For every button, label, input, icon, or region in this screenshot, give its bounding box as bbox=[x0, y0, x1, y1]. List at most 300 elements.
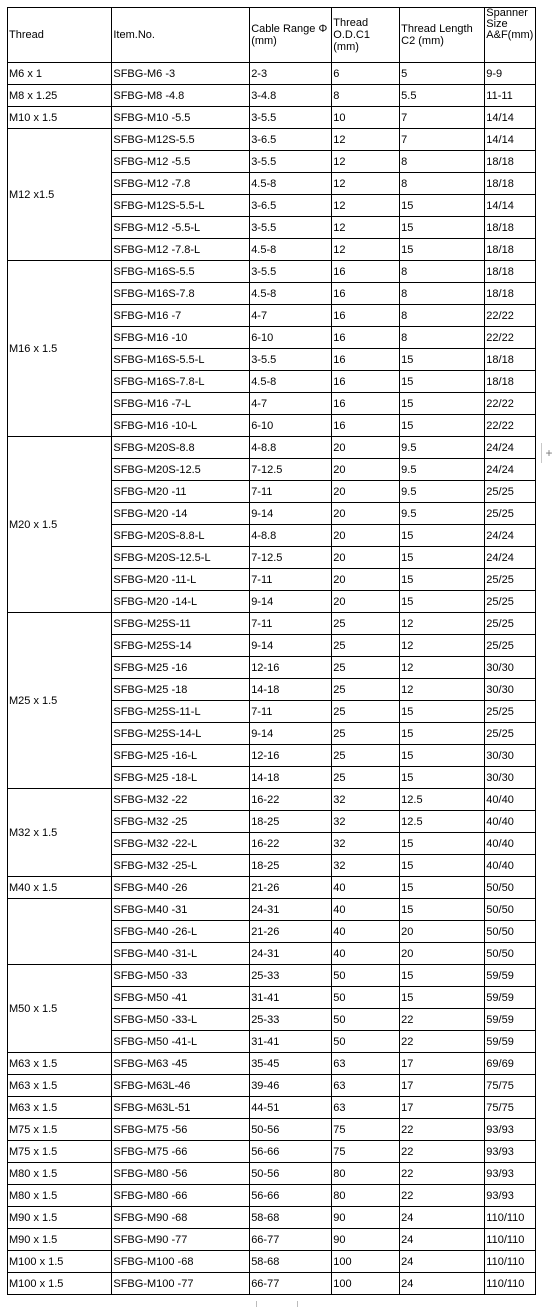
thread-od-cell: 20 bbox=[332, 437, 400, 459]
table-row bbox=[8, 129, 536, 151]
thread-od-cell: 12 bbox=[332, 151, 400, 173]
cable-range-cell: 56-66 bbox=[250, 1141, 332, 1163]
thread-length-cell: 9.5 bbox=[400, 503, 485, 525]
cable-range-cell: 4.5-8 bbox=[250, 239, 332, 261]
thread-length-cell: 9.5 bbox=[400, 481, 485, 503]
thread-cell: M75 x 1.5 bbox=[8, 1141, 112, 1163]
cable-range-cell: 4.5-8 bbox=[250, 283, 332, 305]
spanner-size-cell: 40/40 bbox=[485, 789, 536, 811]
thread-od-cell: 16 bbox=[332, 349, 400, 371]
thread-length-cell: 15 bbox=[400, 415, 485, 437]
thread-cell: M12 x1.5 bbox=[8, 129, 112, 261]
cable-range-cell: 4-7 bbox=[250, 305, 332, 327]
cable-range-cell: 6-10 bbox=[250, 327, 332, 349]
thread-cell: M32 x 1.5 bbox=[8, 789, 112, 877]
item-no-cell: SFBG-M25 -18 bbox=[112, 679, 250, 701]
thread-cell: M6 x 1 bbox=[8, 63, 112, 85]
spanner-size-cell: 11-11 bbox=[485, 85, 536, 107]
item-no-cell: SFBG-M50 -41-L bbox=[112, 1031, 250, 1053]
header-spanner-size: Spanner Size A&F(mm) bbox=[485, 8, 536, 63]
thread-od-cell: 20 bbox=[332, 591, 400, 613]
spanner-size-cell: 93/93 bbox=[485, 1185, 536, 1207]
thread-length-cell: 12 bbox=[400, 613, 485, 635]
thread-length-cell: 15 bbox=[400, 745, 485, 767]
table-row bbox=[8, 1207, 536, 1229]
thread-length-cell: 17 bbox=[400, 1075, 485, 1097]
thread-cell: M25 x 1.5 bbox=[8, 613, 112, 789]
thread-od-cell: 50 bbox=[332, 1009, 400, 1031]
thread-od-cell: 20 bbox=[332, 525, 400, 547]
spanner-size-cell: 50/50 bbox=[485, 921, 536, 943]
spanner-size-cell: 75/75 bbox=[485, 1075, 536, 1097]
cable-range-cell: 6-10 bbox=[250, 415, 332, 437]
table-row bbox=[8, 899, 536, 921]
thread-od-cell: 16 bbox=[332, 393, 400, 415]
thread-length-cell: 15 bbox=[400, 701, 485, 723]
spanner-size-cell: 50/50 bbox=[485, 877, 536, 899]
item-no-cell: SFBG-M16S-5.5-L bbox=[112, 349, 250, 371]
thread-od-cell: 16 bbox=[332, 415, 400, 437]
cable-range-cell: 3-5.5 bbox=[250, 349, 332, 371]
spanner-size-cell: 24/24 bbox=[485, 459, 536, 481]
cable-range-cell: 16-22 bbox=[250, 789, 332, 811]
item-no-cell: SFBG-M50 -33-L bbox=[112, 1009, 250, 1031]
thread-od-cell: 20 bbox=[332, 503, 400, 525]
cable-range-cell: 35-45 bbox=[250, 1053, 332, 1075]
thread-od-cell: 20 bbox=[332, 569, 400, 591]
thread-od-cell: 50 bbox=[332, 987, 400, 1009]
thread-od-cell: 25 bbox=[332, 635, 400, 657]
cable-range-cell: 7-11 bbox=[250, 613, 332, 635]
thread-length-cell: 24 bbox=[400, 1273, 485, 1295]
thread-od-cell: 16 bbox=[332, 371, 400, 393]
table-row bbox=[8, 965, 536, 987]
spanner-size-cell: 25/25 bbox=[485, 701, 536, 723]
spanner-size-cell: 25/25 bbox=[485, 613, 536, 635]
table-row bbox=[8, 1273, 536, 1295]
thread-length-cell: 15 bbox=[400, 547, 485, 569]
cable-range-cell: 24-31 bbox=[250, 943, 332, 965]
spanner-size-cell: 110/110 bbox=[485, 1251, 536, 1273]
cable-range-cell: 4.5-8 bbox=[250, 173, 332, 195]
cable-range-cell: 7-11 bbox=[250, 701, 332, 723]
table-row bbox=[8, 1229, 536, 1251]
thread-length-cell: 12 bbox=[400, 657, 485, 679]
thread-cell: M16 x 1.5 bbox=[8, 261, 112, 437]
item-no-cell: SFBG-M12S-5.5-L bbox=[112, 195, 250, 217]
thread-length-cell: 12.5 bbox=[400, 811, 485, 833]
thread-length-cell: 15 bbox=[400, 591, 485, 613]
thread-length-cell: 15 bbox=[400, 195, 485, 217]
item-no-cell: SFBG-M25S-14-L bbox=[112, 723, 250, 745]
item-no-cell: SFBG-M63 -45 bbox=[112, 1053, 250, 1075]
thread-od-cell: 63 bbox=[332, 1097, 400, 1119]
cable-range-cell: 3-5.5 bbox=[250, 151, 332, 173]
thread-od-cell: 6 bbox=[332, 63, 400, 85]
table-row bbox=[8, 1097, 536, 1119]
thread-od-cell: 50 bbox=[332, 1031, 400, 1053]
spanner-size-cell: 25/25 bbox=[485, 635, 536, 657]
cable-range-cell: 58-68 bbox=[250, 1207, 332, 1229]
thread-length-cell: 8 bbox=[400, 283, 485, 305]
thread-length-cell: 5.5 bbox=[400, 85, 485, 107]
thread-length-cell: 9.5 bbox=[400, 459, 485, 481]
thread-od-cell: 40 bbox=[332, 921, 400, 943]
spanner-size-cell: 25/25 bbox=[485, 569, 536, 591]
table-row bbox=[8, 1141, 536, 1163]
thread-cell: M63 x 1.5 bbox=[8, 1075, 112, 1097]
thread-od-cell: 40 bbox=[332, 877, 400, 899]
header-thread: Thread bbox=[8, 8, 112, 63]
item-no-cell: SFBG-M25S-11-L bbox=[112, 701, 250, 723]
cable-range-cell: 3-5.5 bbox=[250, 217, 332, 239]
item-no-cell: SFBG-M12 -7.8 bbox=[112, 173, 250, 195]
header-thread-od: Thread O.D.C1 (mm) bbox=[332, 8, 400, 63]
spanner-size-cell: 25/25 bbox=[485, 481, 536, 503]
item-no-cell: SFBG-M40 -31-L bbox=[112, 943, 250, 965]
table-header bbox=[8, 8, 536, 63]
thread-length-cell: 15 bbox=[400, 349, 485, 371]
cable-range-cell: 31-41 bbox=[250, 987, 332, 1009]
thread-od-cell: 63 bbox=[332, 1053, 400, 1075]
thread-od-cell: 32 bbox=[332, 811, 400, 833]
thread-od-cell: 12 bbox=[332, 195, 400, 217]
item-no-cell: SFBG-M12 -5.5-L bbox=[112, 217, 250, 239]
spanner-size-cell: 59/59 bbox=[485, 1031, 536, 1053]
item-no-cell: SFBG-M90 -77 bbox=[112, 1229, 250, 1251]
cable-range-cell: 21-26 bbox=[250, 877, 332, 899]
item-no-cell: SFBG-M40 -26-L bbox=[112, 921, 250, 943]
thread-length-cell: 15 bbox=[400, 833, 485, 855]
thread-od-cell: 12 bbox=[332, 173, 400, 195]
thread-od-cell: 16 bbox=[332, 305, 400, 327]
table-row bbox=[8, 85, 536, 107]
thread-od-cell: 12 bbox=[332, 239, 400, 261]
bottom-divider bbox=[256, 1301, 298, 1307]
spanner-size-cell: 24/24 bbox=[485, 525, 536, 547]
cable-range-cell: 12-16 bbox=[250, 657, 332, 679]
cable-range-cell: 3-4.8 bbox=[250, 85, 332, 107]
cable-range-cell: 25-33 bbox=[250, 965, 332, 987]
cable-range-cell: 3-5.5 bbox=[250, 107, 332, 129]
item-no-cell: SFBG-M16S-7.8 bbox=[112, 283, 250, 305]
thread-od-cell: 80 bbox=[332, 1163, 400, 1185]
header-row bbox=[8, 8, 536, 63]
thread-length-cell: 8 bbox=[400, 327, 485, 349]
item-no-cell: SFBG-M16S-5.5 bbox=[112, 261, 250, 283]
item-no-cell: SFBG-M20 -11-L bbox=[112, 569, 250, 591]
thread-cell: M75 x 1.5 bbox=[8, 1119, 112, 1141]
thread-cell bbox=[8, 899, 112, 965]
item-no-cell: SFBG-M20 -14-L bbox=[112, 591, 250, 613]
spanner-size-cell: 110/110 bbox=[485, 1207, 536, 1229]
spanner-size-cell: 93/93 bbox=[485, 1141, 536, 1163]
spanner-size-cell: 22/22 bbox=[485, 305, 536, 327]
cable-range-cell: 25-33 bbox=[250, 1009, 332, 1031]
cable-range-cell: 2-3 bbox=[250, 63, 332, 85]
thread-length-cell: 22 bbox=[400, 1119, 485, 1141]
cable-range-cell: 9-14 bbox=[250, 635, 332, 657]
thread-od-cell: 16 bbox=[332, 283, 400, 305]
cable-range-cell: 4-8.8 bbox=[250, 437, 332, 459]
spanner-size-cell: 22/22 bbox=[485, 415, 536, 437]
table-row bbox=[8, 613, 536, 635]
thread-length-cell: 24 bbox=[400, 1251, 485, 1273]
item-no-cell: SFBG-M90 -68 bbox=[112, 1207, 250, 1229]
spanner-size-cell: 14/14 bbox=[485, 129, 536, 151]
thread-cell: M90 x 1.5 bbox=[8, 1207, 112, 1229]
item-no-cell: SFBG-M80 -66 bbox=[112, 1185, 250, 1207]
table-row bbox=[8, 1251, 536, 1273]
spanner-size-cell: 30/30 bbox=[485, 679, 536, 701]
thread-cell: M100 x 1.5 bbox=[8, 1273, 112, 1295]
cable-range-cell: 56-66 bbox=[250, 1185, 332, 1207]
thread-od-cell: 32 bbox=[332, 833, 400, 855]
spanner-size-cell: 25/25 bbox=[485, 591, 536, 613]
cable-range-cell: 14-18 bbox=[250, 679, 332, 701]
thread-cell: M20 x 1.5 bbox=[8, 437, 112, 613]
spanner-size-cell: 25/25 bbox=[485, 723, 536, 745]
item-no-cell: SFBG-M20 -11 bbox=[112, 481, 250, 503]
thread-length-cell: 15 bbox=[400, 877, 485, 899]
thread-od-cell: 75 bbox=[332, 1119, 400, 1141]
cable-range-cell: 4.5-8 bbox=[250, 371, 332, 393]
thread-length-cell: 15 bbox=[400, 569, 485, 591]
item-no-cell: SFBG-M16S-7.8-L bbox=[112, 371, 250, 393]
thread-od-cell: 80 bbox=[332, 1185, 400, 1207]
thread-length-cell: 8 bbox=[400, 173, 485, 195]
item-no-cell: SFBG-M80 -56 bbox=[112, 1163, 250, 1185]
cable-range-cell: 4-8.8 bbox=[250, 525, 332, 547]
cable-range-cell: 7-12.5 bbox=[250, 459, 332, 481]
cable-range-cell: 9-14 bbox=[250, 503, 332, 525]
item-no-cell: SFBG-M100 -77 bbox=[112, 1273, 250, 1295]
thread-length-cell: 17 bbox=[400, 1053, 485, 1075]
spanner-size-cell: 59/59 bbox=[485, 965, 536, 987]
cable-range-cell: 3-6.5 bbox=[250, 195, 332, 217]
item-no-cell: SFBG-M8 -4.8 bbox=[112, 85, 250, 107]
thread-od-cell: 50 bbox=[332, 965, 400, 987]
thread-cell: M80 x 1.5 bbox=[8, 1185, 112, 1207]
thread-length-cell: 22 bbox=[400, 1141, 485, 1163]
spanner-size-cell: 24/24 bbox=[485, 547, 536, 569]
item-no-cell: SFBG-M40 -31 bbox=[112, 899, 250, 921]
spanner-size-cell: 18/18 bbox=[485, 349, 536, 371]
thread-cell: M8 x 1.25 bbox=[8, 85, 112, 107]
thread-od-cell: 20 bbox=[332, 547, 400, 569]
cable-range-cell: 66-77 bbox=[250, 1229, 332, 1251]
spanner-size-cell: 22/22 bbox=[485, 393, 536, 415]
spanner-size-cell: 30/30 bbox=[485, 657, 536, 679]
spanner-size-cell: 22/22 bbox=[485, 327, 536, 349]
item-no-cell: SFBG-M10 -5.5 bbox=[112, 107, 250, 129]
thread-length-cell: 15 bbox=[400, 371, 485, 393]
table-row bbox=[8, 877, 536, 899]
spanner-size-cell: 18/18 bbox=[485, 173, 536, 195]
spanner-size-cell: 18/18 bbox=[485, 151, 536, 173]
cable-range-cell: 7-11 bbox=[250, 481, 332, 503]
thread-od-cell: 20 bbox=[332, 481, 400, 503]
thread-od-cell: 20 bbox=[332, 459, 400, 481]
thread-cell: M90 x 1.5 bbox=[8, 1229, 112, 1251]
thread-length-cell: 15 bbox=[400, 899, 485, 921]
thread-cell: M10 x 1.5 bbox=[8, 107, 112, 129]
thread-od-cell: 16 bbox=[332, 327, 400, 349]
spanner-size-cell: 24/24 bbox=[485, 437, 536, 459]
item-no-cell: SFBG-M40 -26 bbox=[112, 877, 250, 899]
item-no-cell: SFBG-M50 -41 bbox=[112, 987, 250, 1009]
item-no-cell: SFBG-M16 -7 bbox=[112, 305, 250, 327]
table-row bbox=[8, 789, 536, 811]
spanner-size-cell: 30/30 bbox=[485, 745, 536, 767]
item-no-cell: SFBG-M25S-14 bbox=[112, 635, 250, 657]
thread-od-cell: 25 bbox=[332, 745, 400, 767]
spanner-size-cell: 50/50 bbox=[485, 943, 536, 965]
header-cable-range: Cable Range Φ (mm) bbox=[250, 8, 332, 63]
thread-od-cell: 16 bbox=[332, 261, 400, 283]
thread-cell: M80 x 1.5 bbox=[8, 1163, 112, 1185]
thread-length-cell: 8 bbox=[400, 305, 485, 327]
thread-od-cell: 25 bbox=[332, 613, 400, 635]
item-no-cell: SFBG-M75 -66 bbox=[112, 1141, 250, 1163]
thread-length-cell: 20 bbox=[400, 921, 485, 943]
item-no-cell: SFBG-M25 -16 bbox=[112, 657, 250, 679]
thread-od-cell: 25 bbox=[332, 657, 400, 679]
item-no-cell: SFBG-M32 -25 bbox=[112, 811, 250, 833]
thread-length-cell: 12 bbox=[400, 679, 485, 701]
cable-range-cell: 3-5.5 bbox=[250, 261, 332, 283]
thread-od-cell: 12 bbox=[332, 129, 400, 151]
spanner-size-cell: 40/40 bbox=[485, 833, 536, 855]
thread-od-cell: 90 bbox=[332, 1207, 400, 1229]
thread-length-cell: 5 bbox=[400, 63, 485, 85]
spanner-size-cell: 9-9 bbox=[485, 63, 536, 85]
thread-cell: M63 x 1.5 bbox=[8, 1097, 112, 1119]
thread-length-cell: 15 bbox=[400, 987, 485, 1009]
cable-range-cell: 50-56 bbox=[250, 1119, 332, 1141]
thread-length-cell: 15 bbox=[400, 965, 485, 987]
spanner-size-cell: 30/30 bbox=[485, 767, 536, 789]
table-row bbox=[8, 437, 536, 459]
spanner-size-cell: 69/69 bbox=[485, 1053, 536, 1075]
thread-od-cell: 25 bbox=[332, 679, 400, 701]
thread-length-cell: 15 bbox=[400, 525, 485, 547]
spanner-size-cell: 59/59 bbox=[485, 987, 536, 1009]
cable-range-cell: 58-68 bbox=[250, 1251, 332, 1273]
table-row bbox=[8, 1053, 536, 1075]
expand-plus-icon[interactable]: + bbox=[541, 443, 556, 463]
item-no-cell: SFBG-M50 -33 bbox=[112, 965, 250, 987]
cable-range-cell: 39-46 bbox=[250, 1075, 332, 1097]
cable-range-cell: 18-25 bbox=[250, 811, 332, 833]
header-item-no: Item.No. bbox=[112, 8, 250, 63]
thread-length-cell: 9.5 bbox=[400, 437, 485, 459]
thread-length-cell: 15 bbox=[400, 217, 485, 239]
cable-range-cell: 3-6.5 bbox=[250, 129, 332, 151]
spanner-size-cell: 40/40 bbox=[485, 855, 536, 877]
thread-cell: M63 x 1.5 bbox=[8, 1053, 112, 1075]
spanner-size-cell: 40/40 bbox=[485, 811, 536, 833]
item-no-cell: SFBG-M32 -25-L bbox=[112, 855, 250, 877]
thread-length-cell: 8 bbox=[400, 151, 485, 173]
item-no-cell: SFBG-M20S-12.5 bbox=[112, 459, 250, 481]
thread-length-cell: 22 bbox=[400, 1163, 485, 1185]
thread-length-cell: 22 bbox=[400, 1009, 485, 1031]
item-no-cell: SFBG-M6 -3 bbox=[112, 63, 250, 85]
spanner-size-cell: 14/14 bbox=[485, 107, 536, 129]
spanner-size-cell: 18/18 bbox=[485, 217, 536, 239]
thread-od-cell: 75 bbox=[332, 1141, 400, 1163]
item-no-cell: SFBG-M75 -56 bbox=[112, 1119, 250, 1141]
thread-od-cell: 100 bbox=[332, 1251, 400, 1273]
thread-od-cell: 63 bbox=[332, 1075, 400, 1097]
item-no-cell: SFBG-M16 -10 bbox=[112, 327, 250, 349]
item-no-cell: SFBG-M16 -7-L bbox=[112, 393, 250, 415]
thread-cell: M100 x 1.5 bbox=[8, 1251, 112, 1273]
item-no-cell: SFBG-M25S-11 bbox=[112, 613, 250, 635]
thread-od-cell: 100 bbox=[332, 1273, 400, 1295]
cable-range-cell: 7-11 bbox=[250, 569, 332, 591]
item-no-cell: SFBG-M100 -68 bbox=[112, 1251, 250, 1273]
spanner-size-cell: 110/110 bbox=[485, 1273, 536, 1295]
cable-range-cell: 18-25 bbox=[250, 855, 332, 877]
spanner-size-cell: 50/50 bbox=[485, 899, 536, 921]
thread-length-cell: 15 bbox=[400, 239, 485, 261]
thread-od-cell: 40 bbox=[332, 899, 400, 921]
thread-length-cell: 7 bbox=[400, 107, 485, 129]
thread-length-cell: 24 bbox=[400, 1207, 485, 1229]
cable-range-cell: 44-51 bbox=[250, 1097, 332, 1119]
spanner-size-cell: 14/14 bbox=[485, 195, 536, 217]
item-no-cell: SFBG-M25 -18-L bbox=[112, 767, 250, 789]
thread-od-cell: 10 bbox=[332, 107, 400, 129]
spanner-size-cell: 93/93 bbox=[485, 1119, 536, 1141]
thread-od-cell: 12 bbox=[332, 217, 400, 239]
thread-length-cell: 12 bbox=[400, 635, 485, 657]
thread-length-cell: 20 bbox=[400, 943, 485, 965]
table-row bbox=[8, 107, 536, 129]
cable-range-cell: 14-18 bbox=[250, 767, 332, 789]
item-no-cell: SFBG-M63L-46 bbox=[112, 1075, 250, 1097]
table-row bbox=[8, 1163, 536, 1185]
item-no-cell: SFBG-M12 -5.5 bbox=[112, 151, 250, 173]
item-no-cell: SFBG-M20S-8.8-L bbox=[112, 525, 250, 547]
spanner-size-cell: 25/25 bbox=[485, 503, 536, 525]
table-body bbox=[8, 63, 536, 1295]
spanner-size-cell: 18/18 bbox=[485, 371, 536, 393]
header-thread-length: Thread Length C2 (mm) bbox=[400, 8, 485, 63]
thread-length-cell: 22 bbox=[400, 1185, 485, 1207]
cable-range-cell: 12-16 bbox=[250, 745, 332, 767]
item-no-cell: SFBG-M20S-12.5-L bbox=[112, 547, 250, 569]
cable-range-cell: 7-12.5 bbox=[250, 547, 332, 569]
thread-od-cell: 32 bbox=[332, 855, 400, 877]
table-row bbox=[8, 1075, 536, 1097]
cable-range-cell: 9-14 bbox=[250, 723, 332, 745]
item-no-cell: SFBG-M12 -7.8-L bbox=[112, 239, 250, 261]
thread-length-cell: 15 bbox=[400, 767, 485, 789]
table-row bbox=[8, 1185, 536, 1207]
table-row bbox=[8, 63, 536, 85]
item-no-cell: SFBG-M32 -22-L bbox=[112, 833, 250, 855]
thread-od-cell: 90 bbox=[332, 1229, 400, 1251]
cable-range-cell: 50-56 bbox=[250, 1163, 332, 1185]
item-no-cell: SFBG-M20S-8.8 bbox=[112, 437, 250, 459]
thread-cell: M50 x 1.5 bbox=[8, 965, 112, 1053]
thread-length-cell: 15 bbox=[400, 393, 485, 415]
cable-range-cell: 4-7 bbox=[250, 393, 332, 415]
thread-length-cell: 15 bbox=[400, 855, 485, 877]
